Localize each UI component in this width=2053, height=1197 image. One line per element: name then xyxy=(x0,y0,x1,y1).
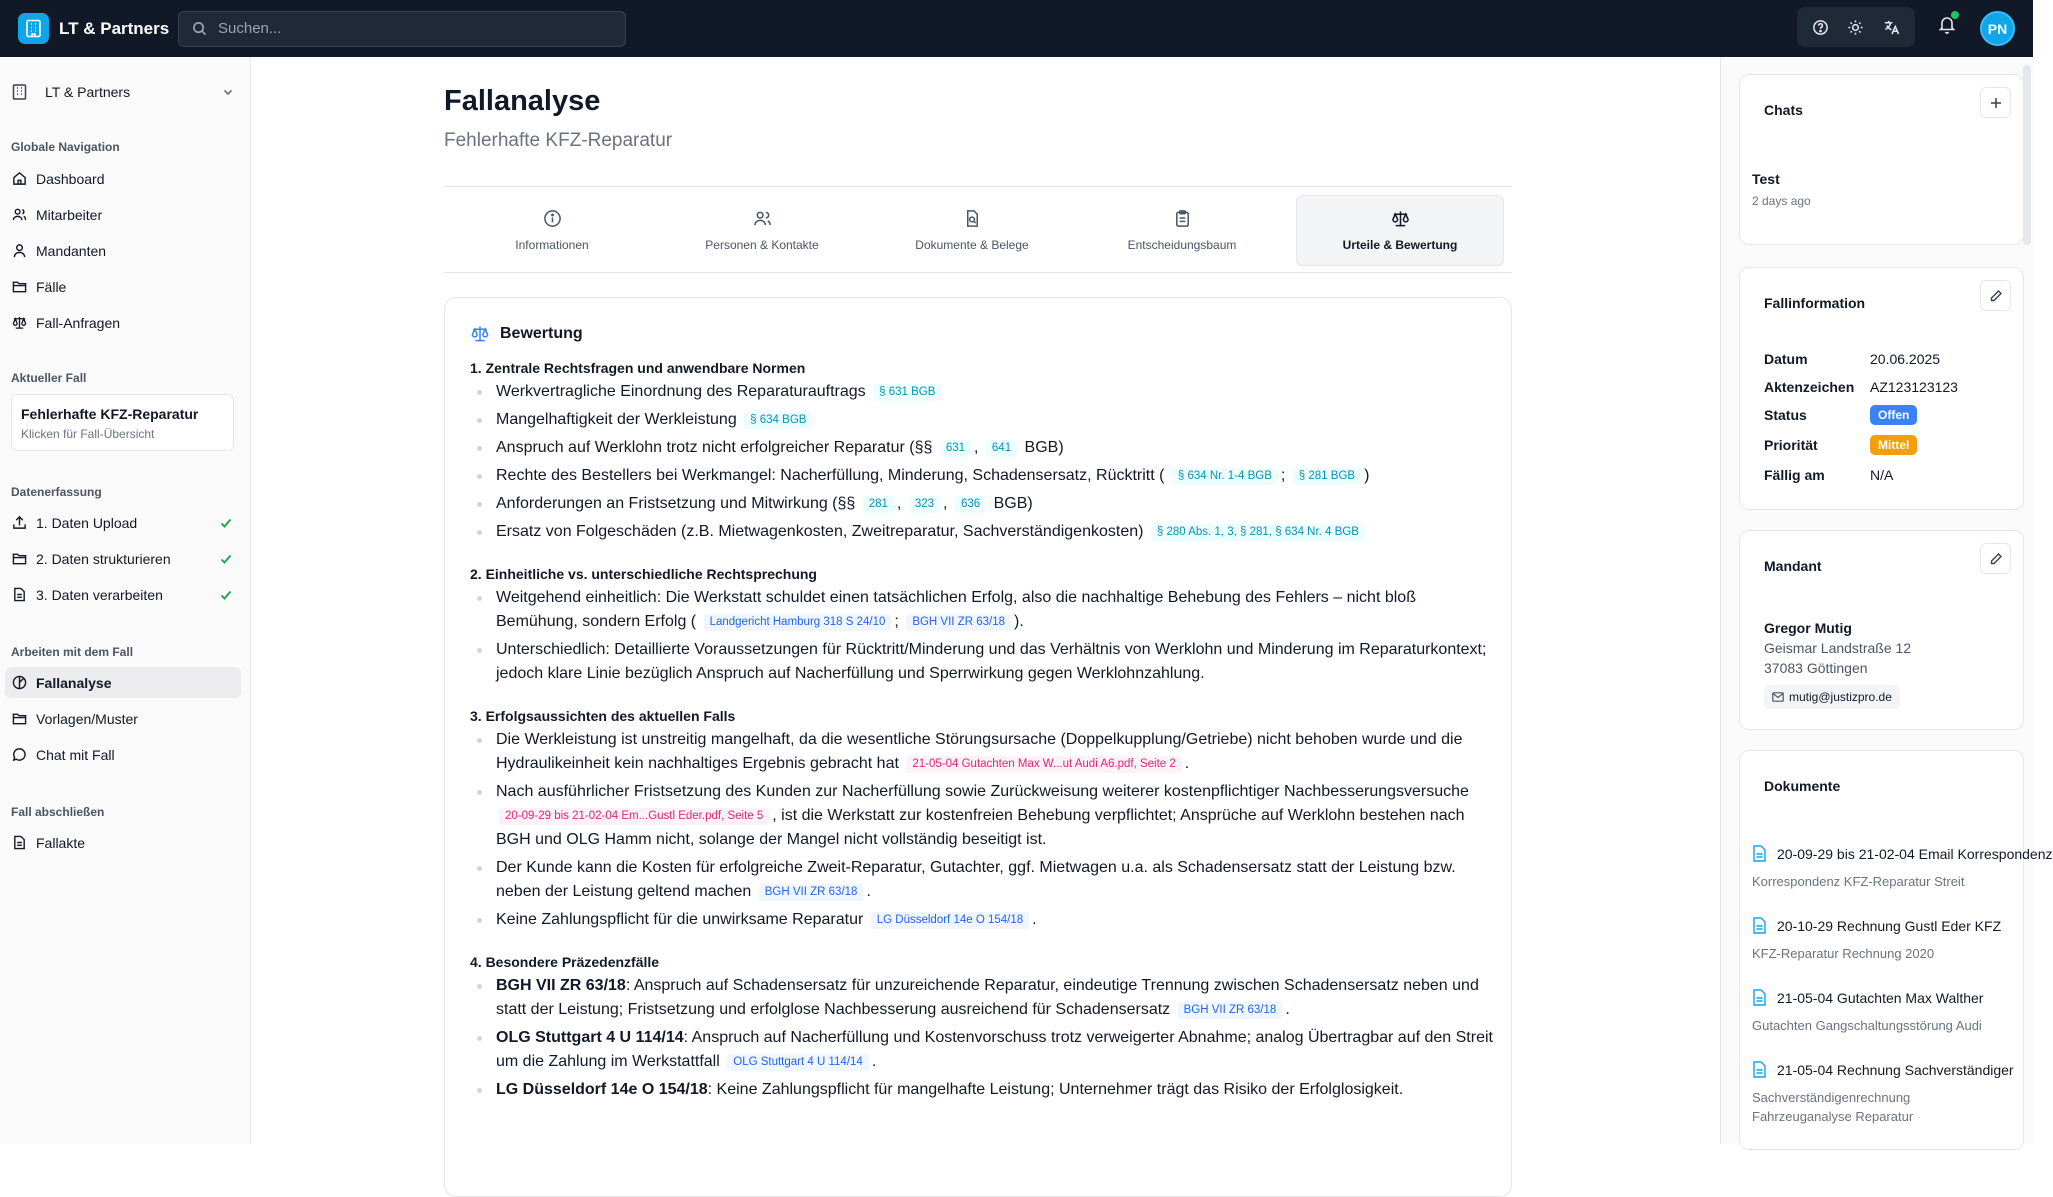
new-chat-button[interactable] xyxy=(1980,87,2011,118)
info-key: Aktenzeichen xyxy=(1764,379,1855,395)
search-input[interactable] xyxy=(178,11,626,47)
list-item xyxy=(470,974,1500,1022)
document-name: 21-05-04 Gutachten Max Walther xyxy=(1777,989,1984,1006)
brand[interactable] xyxy=(18,13,178,44)
citation-tag[interactable]: § 281 BGB xyxy=(1293,468,1361,485)
tab-entscheidungsbaum[interactable] xyxy=(1078,195,1286,266)
item-text: Der Kunde kann die Kosten für erfolgreiche Zweit-Reparatur, Gutachter, ggf. Mietwagen u.a. als Schadensersatz statt der Leistung bzw. neben der Leistung geltend machen xyxy=(496,859,1456,900)
document-citation-tag[interactable]: 20-09-29 bis 21-02-04 Em...Gustl Eder.pdf, Seite 5 xyxy=(499,808,769,825)
separator: , xyxy=(943,495,948,512)
mail-icon xyxy=(1772,692,1784,702)
check-icon xyxy=(219,516,233,530)
page-title: Fallanalyse xyxy=(444,85,601,117)
document-description: Sachverständigenrechnung Fahrzeuganalyse Reparatur xyxy=(1752,1090,1914,1124)
tab-informationen[interactable] xyxy=(448,195,656,266)
citation-tag[interactable]: 323 xyxy=(909,496,940,513)
file-icon xyxy=(1752,989,1767,1006)
chat-time: 2 days ago xyxy=(1752,194,1811,208)
scrollbar-thumb[interactable] xyxy=(2023,65,2031,245)
pencil-icon xyxy=(1989,552,2003,566)
section-heading: 2. Einheitliche vs. unterschiedliche Rechtsprechung xyxy=(470,566,817,582)
folder-icon xyxy=(12,711,27,726)
documents-card xyxy=(1739,750,2053,1150)
chat-item[interactable] xyxy=(1752,171,1811,208)
norms-list xyxy=(470,380,1500,544)
help-icon[interactable] xyxy=(1812,19,1829,36)
top-bar xyxy=(0,0,2033,57)
assessment-content xyxy=(470,360,1500,1124)
nav-mitarbeiter[interactable] xyxy=(5,199,241,230)
documents-title: Dokumente xyxy=(1764,778,1841,794)
nav-vorlagen[interactable] xyxy=(5,703,241,734)
tab-dokumente-belege[interactable] xyxy=(868,195,1076,266)
client-details xyxy=(1764,618,1911,709)
brand-name: LT & Partners xyxy=(59,18,170,38)
current-case-title: Fehlerhafte KFZ-Reparatur xyxy=(21,406,199,422)
file-icon xyxy=(1752,917,1767,934)
search-icon xyxy=(192,21,207,36)
section-heading-global: Globale Navigation xyxy=(11,140,120,154)
upload-icon xyxy=(12,515,27,530)
analysis-icon xyxy=(12,675,27,690)
nav-label: 2. Daten strukturieren xyxy=(36,550,171,567)
item-text: Nach ausführlicher Fristsetzung des Kunden zur Nacherfüllung sowie Zurückweisung weiterer kostenpflichtiger Nachbesserungsversuche xyxy=(496,783,1469,800)
toolbar-group xyxy=(1797,7,1915,47)
item-text: , ist die Werkstatt zur kostenfreien Behebung verpflichtet; Ansprüche auf Werklohn bestehen nach BGH und OLG Hamm nicht, solange der Mangel nicht vollständig beseitigt ist. xyxy=(496,807,1465,848)
document-name: 21-05-04 Rechnung Sachverständiger xyxy=(1777,1061,2014,1078)
folder-icon xyxy=(12,279,27,294)
plus-icon xyxy=(1989,96,2003,110)
nav-fall-anfragen[interactable] xyxy=(5,307,241,338)
info-row-aktenzeichen xyxy=(1764,379,1958,395)
section-heading: 1. Zentrale Rechtsfragen und anwendbare Normen xyxy=(470,360,806,376)
file-text-icon xyxy=(12,835,27,850)
nav-daten-strukturieren[interactable] xyxy=(5,543,241,574)
separator: , xyxy=(974,439,979,456)
list-item xyxy=(470,908,1500,932)
section-heading-current: Aktueller Fall xyxy=(11,371,87,385)
theme-sun-icon[interactable] xyxy=(1847,19,1864,36)
list-item xyxy=(470,492,1500,516)
case-info-card xyxy=(1739,267,2024,510)
nav-label: Mitarbeiter xyxy=(36,206,103,223)
item-text: Ersatz von Folgeschäden (z.B. Mietwagenkosten, Zweitreparatur, Sachverständigenkosten) xyxy=(496,523,1144,540)
nav-label: Vorlagen/Muster xyxy=(36,710,138,727)
list-item xyxy=(470,436,1500,460)
edit-client-button[interactable] xyxy=(1980,543,2011,574)
list-item xyxy=(470,728,1500,776)
citation-tag[interactable]: § 631 BGB xyxy=(873,384,941,401)
info-row-status xyxy=(1764,405,1917,425)
user-icon xyxy=(12,243,27,258)
separator: ; xyxy=(894,613,899,630)
file-icon xyxy=(1752,1061,1767,1078)
divider xyxy=(444,186,1512,187)
citation-tag[interactable]: 281 xyxy=(863,496,894,513)
page-subtitle: Fehlerhafte KFZ-Reparatur xyxy=(444,130,673,151)
client-email: mutig@justizpro.de xyxy=(1789,690,1892,704)
file-icon xyxy=(1752,845,1767,862)
language-icon[interactable] xyxy=(1883,19,1900,36)
section-heading-close: Fall abschließen xyxy=(11,805,105,819)
chevron-down-icon xyxy=(222,86,234,98)
notification-dot xyxy=(1951,11,1959,19)
nav-label: Fälle xyxy=(36,278,67,295)
nav-faelle[interactable] xyxy=(5,271,241,302)
list-item xyxy=(470,638,1500,686)
document-item[interactable] xyxy=(1752,845,2053,891)
client-title: Mandant xyxy=(1764,558,1822,574)
sidebar xyxy=(0,57,251,1144)
chat-name: Test xyxy=(1752,171,1780,187)
building-icon xyxy=(12,84,27,100)
document-item[interactable] xyxy=(1752,989,2018,1035)
case-name: OLG Stuttgart 4 U 114/14 xyxy=(496,1029,684,1046)
tab-personen-kontakte[interactable] xyxy=(658,195,866,266)
list-item xyxy=(470,856,1500,904)
citation-tag[interactable]: OLG Stuttgart 4 U 114/14 xyxy=(727,1054,869,1071)
item-text: BGB) xyxy=(1024,439,1064,456)
info-row-faellig xyxy=(1764,467,1893,483)
citation-tag[interactable]: Landgericht Hamburg 318 S 24/10 xyxy=(704,614,892,631)
item-text: : Anspruch auf Schadensersatz für unzureichende Reparatur, eindeutige Trennung zwischen Schadensersatz neben und statt der Leistung; Fristsetzung und erfolglose Nachbesserung ausreichend für Schadensersatz xyxy=(496,977,1479,1018)
file-text-icon xyxy=(12,587,27,602)
nav-mandanten[interactable] xyxy=(5,235,241,266)
nav-label: Fall-Anfragen xyxy=(36,314,121,331)
citation-tag[interactable]: BGH VII ZR 63/18 xyxy=(906,614,1011,631)
chats-card xyxy=(1739,74,2024,245)
prospects-list xyxy=(470,728,1500,932)
item-text: . xyxy=(1032,911,1037,928)
section-heading: 4. Besondere Präzedenzfälle xyxy=(470,954,660,970)
item-text: Rechte des Bestellers bei Werkmangel: Nacherfüllung, Minderung, Schadensersatz, Rücktritt ( xyxy=(496,467,1165,484)
home-icon xyxy=(12,171,27,186)
scale-icon xyxy=(12,315,27,330)
tab-label: Informationen xyxy=(515,238,589,252)
nav-label: Mandanten xyxy=(36,242,107,259)
document-description: Gutachten Gangschaltungsstörung Audi xyxy=(1752,1018,1982,1033)
info-value: AZ123123123 xyxy=(1870,379,1958,395)
status-badge: Offen xyxy=(1870,405,1917,425)
tab-urteile-bewertung[interactable] xyxy=(1296,195,1504,266)
item-text: : Keine Zahlungspflicht für mangelhafte Leistung; Unternehmer trägt das Risiko der Erfolglosigkeit. xyxy=(707,1081,1404,1098)
citation-tag[interactable]: § 280 Abs. 1, 3, § 281, § 634 Nr. 4 BGB xyxy=(1151,524,1365,541)
section-heading-data: Datenerfassung xyxy=(11,485,102,499)
check-icon xyxy=(219,588,233,602)
item-text: ) xyxy=(1364,467,1370,484)
document-citation-tag[interactable]: 21-05-04 Gutachten Max W...ut Audi A6.pdf, Seite 2 xyxy=(906,756,1181,773)
main-content xyxy=(252,57,1719,1144)
nav-label: Fallakte xyxy=(36,834,86,851)
list-item xyxy=(470,380,1500,404)
citation-tag[interactable]: LG Düsseldorf 14e O 154/18 xyxy=(871,912,1029,929)
item-text: . xyxy=(866,883,871,900)
tab-label: Urteile & Bewertung xyxy=(1342,238,1458,252)
pencil-icon xyxy=(1989,289,2003,303)
item-text: . xyxy=(1285,1001,1290,1018)
assessment-card xyxy=(444,297,1512,1197)
check-icon xyxy=(219,552,233,566)
section-heading-work: Arbeiten mit dem Fall xyxy=(11,645,134,659)
info-row-prioritaet xyxy=(1764,435,1917,455)
citation-tag[interactable]: 636 xyxy=(955,496,986,513)
tab-label: Personen & Kontakte xyxy=(705,238,819,252)
chat-bubble-icon xyxy=(12,747,27,762)
priority-badge: Mittel xyxy=(1870,435,1917,455)
case-name: LG Düsseldorf 14e O 154/18 xyxy=(496,1081,708,1098)
nav-label: 1. Daten Upload xyxy=(36,514,138,531)
citation-tag[interactable]: 631 xyxy=(940,440,971,457)
clipboard-icon xyxy=(1173,209,1192,228)
nav-label: Dashboard xyxy=(36,170,105,187)
citation-tag[interactable]: BGH VII ZR 63/18 xyxy=(1178,1002,1283,1019)
citation-tag[interactable]: § 634 Nr. 1-4 BGB xyxy=(1172,468,1278,485)
chats-title: Chats xyxy=(1764,102,1803,118)
item-text: . xyxy=(871,1053,877,1070)
item-text: Keine Zahlungspflicht für die unwirksame Reparatur xyxy=(496,911,864,928)
client-street: Geismar Landstraße 12 xyxy=(1764,640,1912,656)
tab-label: Entscheidungsbaum xyxy=(1127,238,1237,252)
case-name: BGH VII ZR 63/18 xyxy=(496,977,626,994)
item-text: Weitgehend einheitlich: Die Werkstatt schuldet einen tatsächlichen Erfolg, also die nachhaltige Behebung des Fehlers – nicht bloß Bemühung, sondern Erfolg ( xyxy=(496,589,1416,630)
list-item xyxy=(470,1078,1500,1102)
info-key: Datum xyxy=(1764,351,1808,367)
org-switcher[interactable] xyxy=(12,79,234,105)
notifications-bell-icon[interactable] xyxy=(1938,15,1956,34)
card-title: Bewertung xyxy=(500,324,583,342)
document-item[interactable] xyxy=(1752,917,2018,963)
building-icon xyxy=(18,13,49,44)
nav-chat-mit-fall[interactable] xyxy=(5,739,241,770)
right-panel xyxy=(1720,57,2053,1144)
citation-tag[interactable]: § 634 BGB xyxy=(744,412,812,429)
item-text: Anspruch auf Werklohn trotz nicht erfolgreicher Reparatur (§§ xyxy=(496,439,933,456)
folder-open-icon xyxy=(12,551,27,566)
nav-label: Fallanalyse xyxy=(36,674,112,691)
precedents-list xyxy=(470,974,1500,1102)
nav-label: 3. Daten verarbeiten xyxy=(36,586,163,603)
search-placeholder: Suchen... xyxy=(218,20,282,37)
users-icon xyxy=(753,209,772,228)
case-info-title: Fallinformation xyxy=(1764,295,1866,311)
list-item xyxy=(470,408,1500,432)
info-icon xyxy=(543,209,562,228)
nav-fallanalyse[interactable] xyxy=(5,667,241,698)
info-value: N/A xyxy=(1870,467,1894,483)
file-search-icon xyxy=(963,209,982,228)
item-text: Mangelhaftigkeit der Werkleistung xyxy=(496,411,737,428)
list-item xyxy=(470,520,1500,544)
item-text: Anforderungen an Fristsetzung und Mitwirkung (§§ xyxy=(496,495,856,512)
nav-label: Chat mit Fall xyxy=(36,746,115,763)
user-avatar[interactable]: PN xyxy=(1980,11,2015,46)
scale-icon xyxy=(470,324,490,343)
item-text: . xyxy=(1184,755,1190,772)
document-name: 20-09-29 bis 21-02-04 Email Korrespondenz xyxy=(1777,845,2053,862)
nav-dashboard[interactable] xyxy=(5,163,241,194)
citation-tag[interactable]: BGH VII ZR 63/18 xyxy=(759,884,864,901)
info-value: 20.06.2025 xyxy=(1870,351,1941,367)
separator: , xyxy=(896,495,902,512)
current-case-card[interactable] xyxy=(11,394,234,451)
item-text: : Anspruch auf Nacherfüllung und Kostenvorschuss trotz verweigerter Abnahme; analog Übertragbar auf den Streit um die Zahlung im Werkstattfall xyxy=(496,1029,1493,1070)
divider xyxy=(444,272,1512,273)
list-item xyxy=(470,1026,1500,1074)
item-text: BGB) xyxy=(993,495,1033,512)
nav-fallakte[interactable] xyxy=(5,827,241,858)
document-item[interactable] xyxy=(1752,1061,2018,1126)
info-key: Fällig am xyxy=(1764,467,1825,483)
edit-case-info-button[interactable] xyxy=(1980,280,2011,311)
document-description: Korrespondenz KFZ-Reparatur Streit xyxy=(1752,874,1965,889)
document-description: KFZ-Reparatur Rechnung 2020 xyxy=(1752,946,1935,961)
item-text: Werkvertragliche Einordnung des Reparaturauftrags xyxy=(496,383,866,400)
list-item xyxy=(470,586,1500,634)
client-name: Gregor Mutig xyxy=(1764,620,1852,636)
scale-icon xyxy=(1391,209,1410,228)
tab-label: Dokumente & Belege xyxy=(915,238,1029,252)
document-name: 20-10-29 Rechnung Gustl Eder KFZ xyxy=(1777,917,2002,934)
users-icon xyxy=(12,207,27,222)
item-text: Unterschiedlich: Detaillierte Voraussetzungen für Rücktritt/Minderung und das Verhältnis von Werklohn und Minderung im Reparaturkontext; jedoch klare Linie bezüglich Anspruch auf Nacherfüllung und Sperrwirkung gegen Werklohnzahlung. xyxy=(496,641,1487,682)
client-city: 37083 Göttingen xyxy=(1764,660,1868,676)
list-item xyxy=(470,464,1500,488)
item-text: Die Werkleistung ist unstreitig mangelhaft, da die wesentliche Störungsursache (Doppelkupplung/Getriebe) nicht behoben wurde und die Hydraulikeinheit kein nachhaltiges Ergebnis gebracht hat xyxy=(496,731,1463,772)
section-heading: 3. Erfolgsaussichten des aktuellen Falls xyxy=(470,708,736,724)
nav-daten-upload[interactable] xyxy=(5,507,241,538)
client-card xyxy=(1739,530,2024,730)
list-item xyxy=(470,780,1500,852)
info-key: Status xyxy=(1764,407,1807,423)
case-law-list xyxy=(470,586,1500,686)
current-case-hint: Klicken für Fall-Übersicht xyxy=(21,427,155,441)
org-name: LT & Partners xyxy=(45,84,131,100)
info-row-datum xyxy=(1764,351,1940,367)
info-key: Priorität xyxy=(1764,437,1818,453)
client-email-chip[interactable] xyxy=(1764,685,1900,709)
separator: ; xyxy=(1280,467,1286,484)
citation-tag[interactable]: 641 xyxy=(986,440,1017,457)
nav-daten-verarbeiten[interactable] xyxy=(5,579,241,610)
item-text: ). xyxy=(1014,613,1024,630)
card-header xyxy=(470,324,583,343)
